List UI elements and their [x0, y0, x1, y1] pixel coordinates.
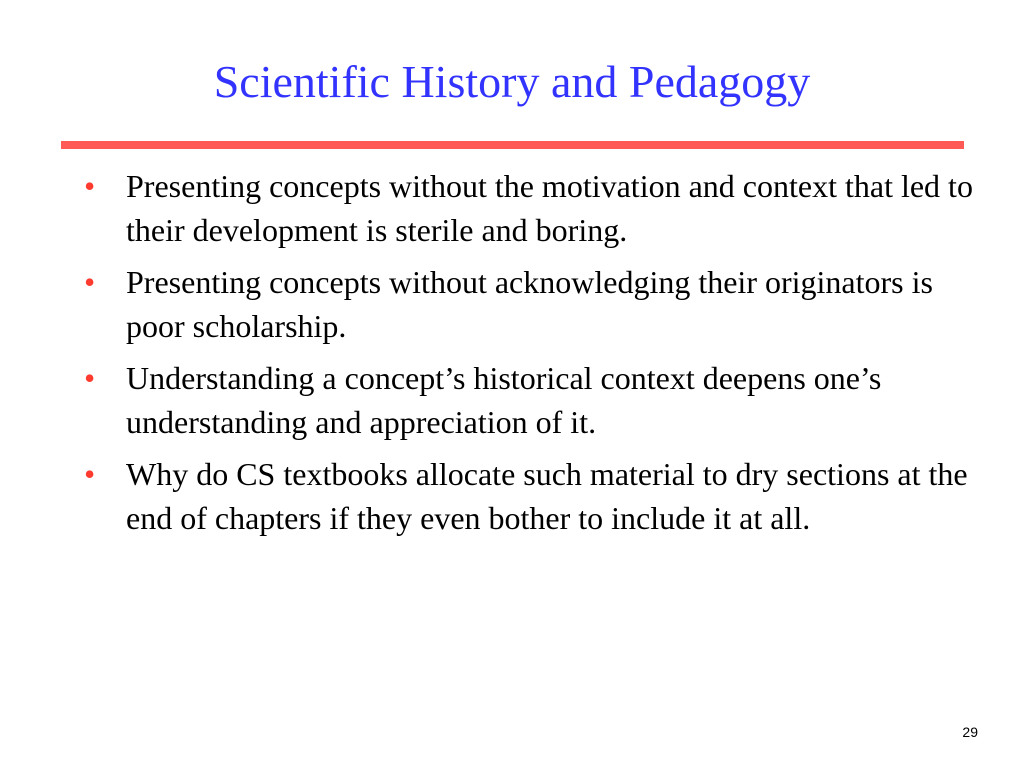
list-item [84, 356, 984, 444]
list-item [84, 164, 984, 252]
bullet-list [84, 164, 984, 548]
bullet-icon: • [84, 456, 96, 492]
bullet-icon: • [84, 360, 96, 396]
bullet-icon: • [84, 168, 96, 204]
bullet-text: Understanding a concept’s historical context deepens one’s understanding and appreciation of it. [126, 360, 882, 440]
list-item [84, 260, 984, 348]
title-underline-rule [61, 141, 964, 149]
list-item [84, 452, 984, 540]
bullet-icon: • [84, 264, 96, 300]
slide-title: Scientific History and Pedagogy [213, 56, 811, 107]
bullet-text: Presenting concepts without the motivation and context that led to their development is sterile and boring. [126, 168, 973, 248]
page-number: 29 [962, 724, 978, 740]
bullet-text: Why do CS textbooks allocate such material to dry sections at the end of chapters if they even bother to include it at all. [126, 456, 968, 536]
bullet-text: Presenting concepts without acknowledging their originators is poor scholarship. [126, 264, 933, 344]
